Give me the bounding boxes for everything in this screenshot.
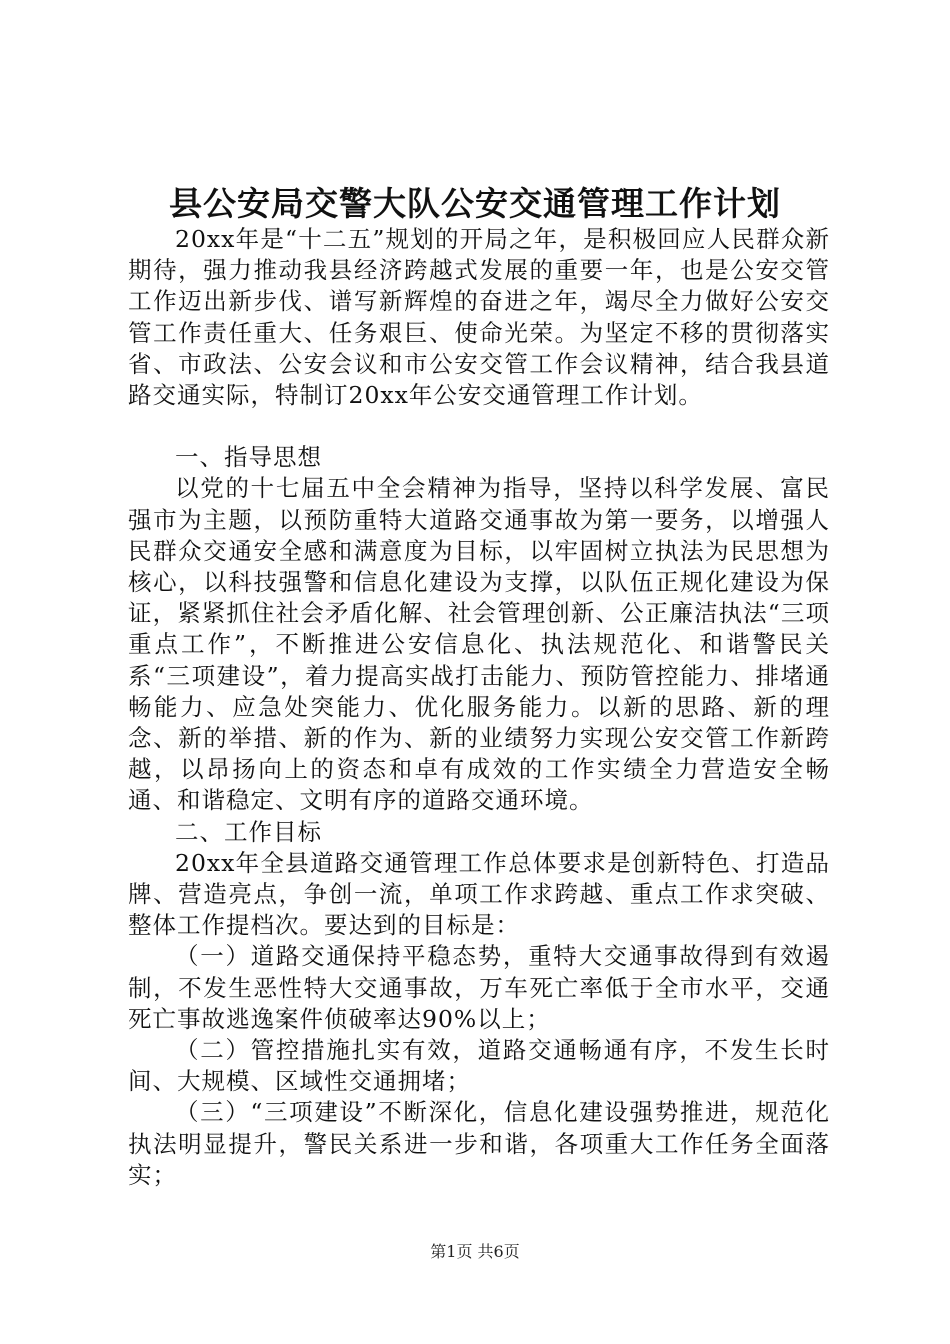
goal-item-1: （一）道路交通保持平稳态势，重特大交通事故得到有效遏制，不发生恶性特大交通事故，万车死亡率低于全市水平，交通死亡事故逃逸案件侦破率达90%以上；	[128, 942, 830, 1033]
work-goals-paragraph: 20xx年全县道路交通管理工作总体要求是创新特色、打造品牌、营造亮点，争创一流，单项工作求跨越、重点工作求突破、整体工作提档次。要达到的目标是：	[128, 848, 830, 940]
document-title: 县公安局交警大队公安交通管理工作计划	[169, 184, 781, 223]
section-heading-work-goals: 二、工作目标	[175, 817, 322, 846]
intro-paragraph: 20xx年是“十二五”规划的开局之年，是积极回应人民群众新期待，强力推动我县经济跨越式发展的重要一年，也是公安交管工作迈出新步伐、谱写新辉煌的奋进之年，竭尽全力做好公安交管工作责任重大、任务艰巨、使命光荣。为坚定不移的贯彻落实省、市政法、公安会议和市公安交管工作会议精神，结合我县道路交通实际，特制订20xx年公安交通管理工作计划。	[128, 225, 830, 410]
goal-item-3: （三）“三项建设”不断深化，信息化建设强势推进，规范化执法明显提升，警民关系进一步和谐，各项重大工作任务全面落实；	[128, 1098, 830, 1189]
guiding-ideology-paragraph: 以党的十七届五中全会精神为指导，坚持以科学发展、富民强市为主题，以预防重特大道路交通事故为第一要务，以增强人民群众交通安全感和满意度为目标，以牢固树立执法为民思想为核心，以科技强警和信息化建设为支撑，以队伍正规化建设为保证，紧紧抓住社会矛盾化解、社会管理创新、公正廉洁执法“三项重点工作”，不断推进公安信息化、执法规范化、和谐警民关系“三项建设”，着力提高实战打击能力、预防管控能力、排堵通畅能力、应急处突能力、优化服务能力。以新的思路、新的理念、新的举措、新的作为、新的业绩努力实现公安交管工作新跨越，以昂扬向上的资态和卓有成效的工作实绩全力营造安全畅通、和谐稳定、文明有序的道路交通环境。	[128, 474, 830, 815]
page-number-footer: 第1页 共6页	[430, 1242, 520, 1261]
document-body	[128, 224, 830, 1191]
goal-item-2: （二）管控措施扎实有效，道路交通畅通有序，不发生长时间、大规模、区域性交通拥堵；	[128, 1036, 830, 1096]
section-heading-guiding-ideology: 一、指导思想	[175, 443, 322, 472]
